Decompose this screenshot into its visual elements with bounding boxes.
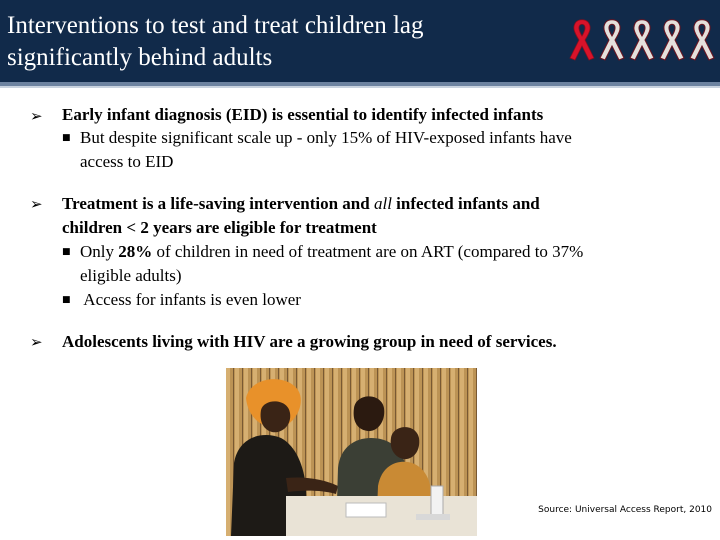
slide-title — [7, 10, 547, 74]
sub-bullet-art-line2: eligible adults) — [80, 266, 182, 285]
bullet-eid: Early infant diagnosis (EID) is essential to identify infected infants — [62, 105, 544, 124]
ribbon-grey-icon-1 — [600, 20, 624, 60]
sub-bullet-art-text-a: Only — [80, 242, 119, 261]
ribbon-grey-icon-2 — [630, 20, 654, 60]
title-bar — [0, 0, 720, 82]
sub-bullet-art-percent: 28% — [118, 242, 153, 261]
sub-bullet-eid-line1: But despite significant scale up - only 15% of HIV-exposed infants have — [80, 128, 572, 147]
ribbon-grey-icon-3 — [660, 20, 684, 60]
arrow-bullet-icon: ➢ — [30, 333, 43, 351]
title-line-2: significantly behind adults — [7, 44, 273, 71]
awareness-ribbons-icon — [562, 16, 718, 66]
ribbon-red-icon — [570, 20, 594, 60]
ribbon-grey-icon-4 — [690, 20, 714, 60]
arrow-bullet-icon: ➢ — [30, 107, 43, 125]
bullet-treatment-text-b: infected infants and — [391, 194, 540, 213]
title-line-1: Interventions to test and treat children lag — [7, 12, 424, 39]
arrow-bullet-icon: ➢ — [30, 195, 43, 213]
bullet-treatment-line2: children < 2 years are eligible for treatment — [62, 218, 377, 237]
square-bullet-icon: ■ — [62, 295, 71, 305]
sub-bullet-art-line1 — [80, 240, 583, 264]
clinic-photo — [226, 368, 477, 536]
source-citation: Source: Universal Access Report, 2010 — [538, 505, 712, 515]
sub-bullet-art-text-b: of children in need of treatment are on ART (compared to 37% — [152, 242, 584, 261]
bullet-treatment-line1 — [62, 192, 540, 216]
sub-bullet-eid-line2: access to EID — [80, 152, 174, 171]
bullet-adolescents: Adolescents living with HIV are a growing group in need of services. — [62, 332, 557, 351]
square-bullet-icon: ■ — [62, 133, 71, 143]
bullet-treatment-text-a: Treatment is a life-saving intervention and — [62, 194, 374, 213]
square-bullet-icon: ■ — [62, 247, 71, 257]
header-divider-light — [0, 86, 720, 88]
bullet-treatment-emphasis: all — [373, 194, 392, 213]
sub-bullet-infants: Access for infants is even lower — [80, 290, 301, 309]
